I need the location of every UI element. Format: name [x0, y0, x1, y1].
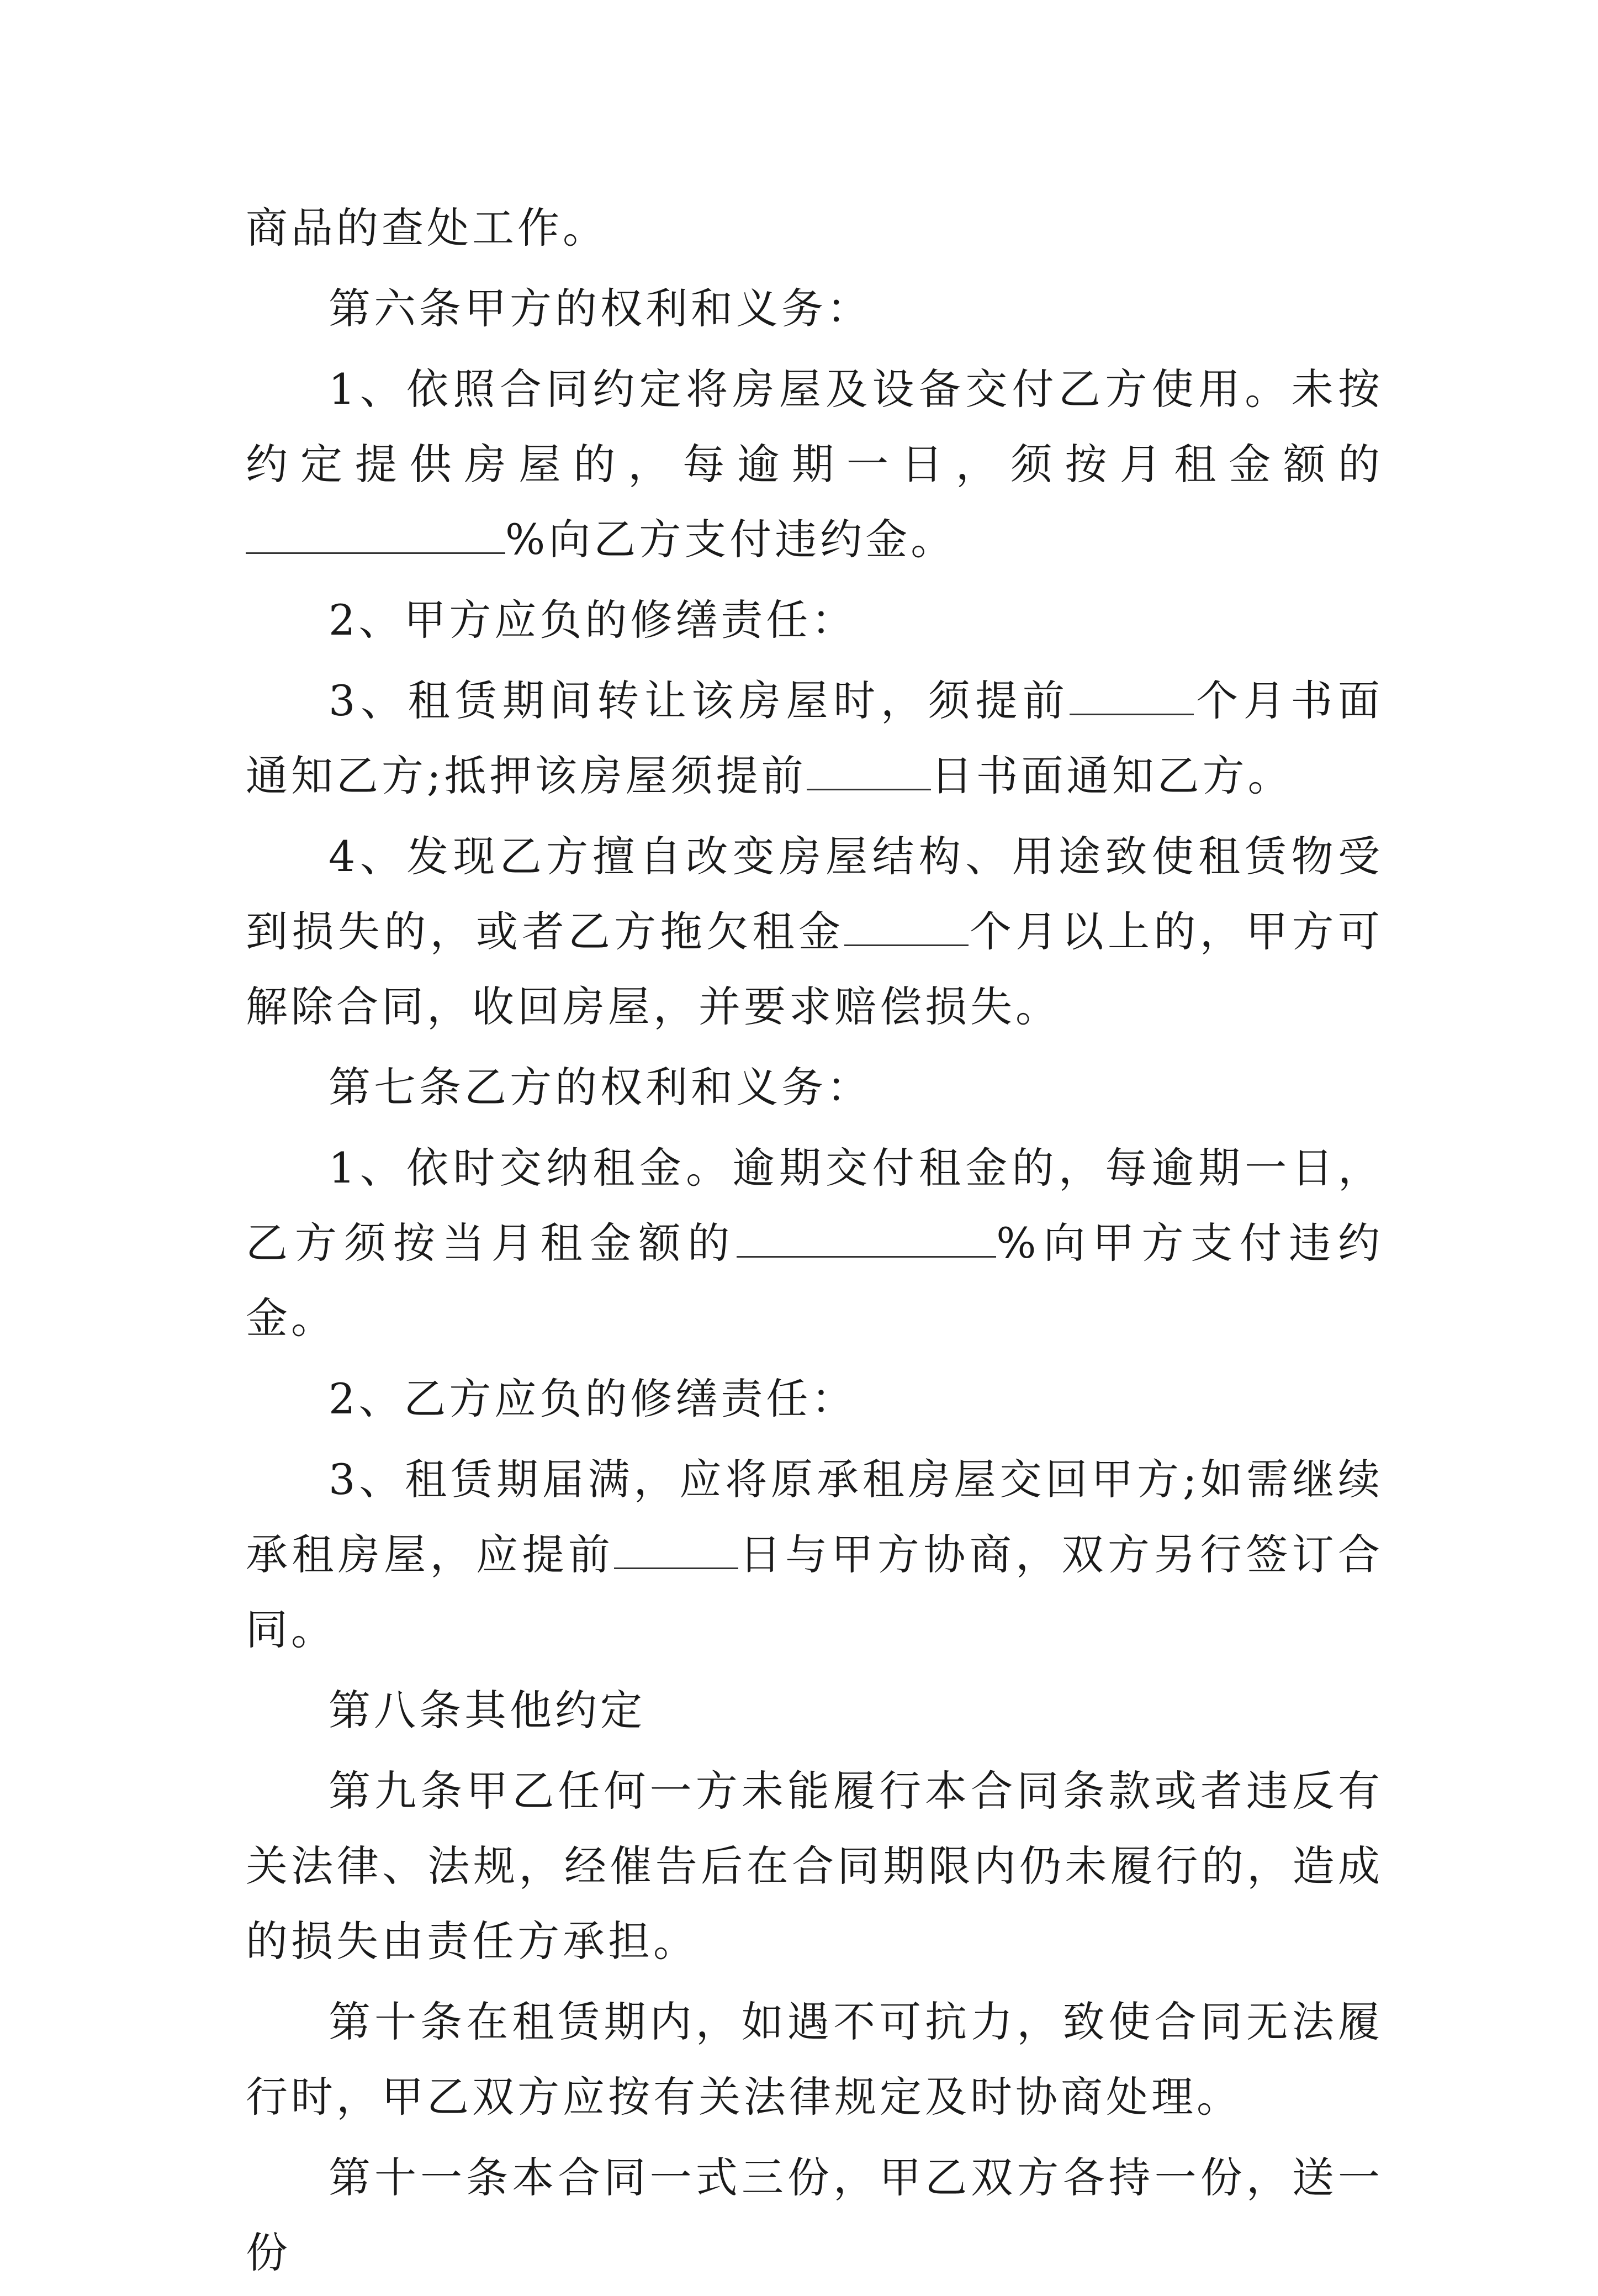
paragraph-text: 第十一条本合同一式三份，甲乙双方各持一份，送一份	[246, 2153, 1383, 2277]
paragraph	[246, 1673, 1383, 1748]
contract-body	[246, 191, 1383, 2296]
paragraph	[246, 583, 1383, 658]
fill-in-blank	[1070, 675, 1194, 715]
paragraph	[246, 352, 1383, 577]
fill-in-blank	[807, 750, 931, 790]
paragraph-text: %向甲方支付违约金。	[246, 1218, 1384, 1343]
paragraph-text: 2、甲方应负的修缮责任：	[329, 595, 857, 645]
paragraph-text: 第七条乙方的权利和义务：	[329, 1063, 872, 1112]
paragraph	[246, 819, 1383, 1044]
paragraph	[246, 2140, 1383, 2290]
paragraph	[246, 663, 1383, 814]
paragraph	[246, 1754, 1383, 1979]
paragraph-text: 个月以上的，甲方可解除合同，收回房屋，并要求赔偿损失。	[246, 907, 1384, 1031]
paragraph-text: 个月书面通知乙方;抵押该房屋须提前	[246, 676, 1383, 800]
paragraph-text: %向乙方支付违约金。	[505, 515, 956, 564]
paragraph-text: 第八条其他约定	[329, 1686, 645, 1735]
paragraph	[246, 1050, 1383, 1125]
paragraph-text: 第十条在租赁期内，如遇不可抗力，致使合同无法履行时，甲乙双方应按有关法律规定及时协商处理。	[246, 1997, 1383, 2121]
paragraph-text: 第九条甲乙任何一方未能履行本合同条款或者违反有关法律、法规，经催告后在合同期限内仍未履行的，造成的损失由责任方承担。	[246, 1766, 1383, 1966]
fill-in-blank	[614, 1529, 738, 1569]
paragraph-text: 商品的查处工作。	[246, 203, 608, 252]
fill-in-blank	[844, 906, 969, 946]
paragraph-text: 1、依照合同约定将房屋及设备交付乙方使用。未按约定提供房屋的，每逾期一日，须按月租金额的	[246, 365, 1383, 489]
fill-in-blank	[737, 1217, 996, 1258]
paragraph-text: 4、发现乙方擅自改变房屋结构、用途致使租赁物受到损失的，或者乙方拖欠租金	[246, 832, 1383, 956]
paragraph	[246, 1131, 1383, 1356]
paragraph-text: 2、乙方应负的修缮责任：	[329, 1374, 857, 1423]
paragraph	[246, 191, 1383, 266]
paragraph-text: 3、租赁期届满，应将原承租房屋交回甲方;如需继续承租房屋，应提前	[246, 1455, 1383, 1579]
fill-in-blank	[246, 514, 505, 554]
paragraph-text: 3、租赁期间转让该房屋时，须提前	[329, 676, 1070, 725]
paragraph	[246, 1984, 1383, 2135]
paragraph-text: 日书面通知乙方。	[930, 751, 1293, 800]
paragraph-text: 日与甲方协商，双方另行签订合同。	[246, 1530, 1384, 1654]
paragraph-text: 1、依时交纳租金。逾期交付租金的，每逾期一日，乙方须按当月租金额的	[246, 1143, 1383, 1268]
paragraph	[246, 1442, 1383, 1667]
paragraph	[246, 1361, 1383, 1437]
paragraph	[246, 271, 1383, 346]
paragraph-text: 第六条甲方的权利和义务：	[329, 284, 872, 333]
